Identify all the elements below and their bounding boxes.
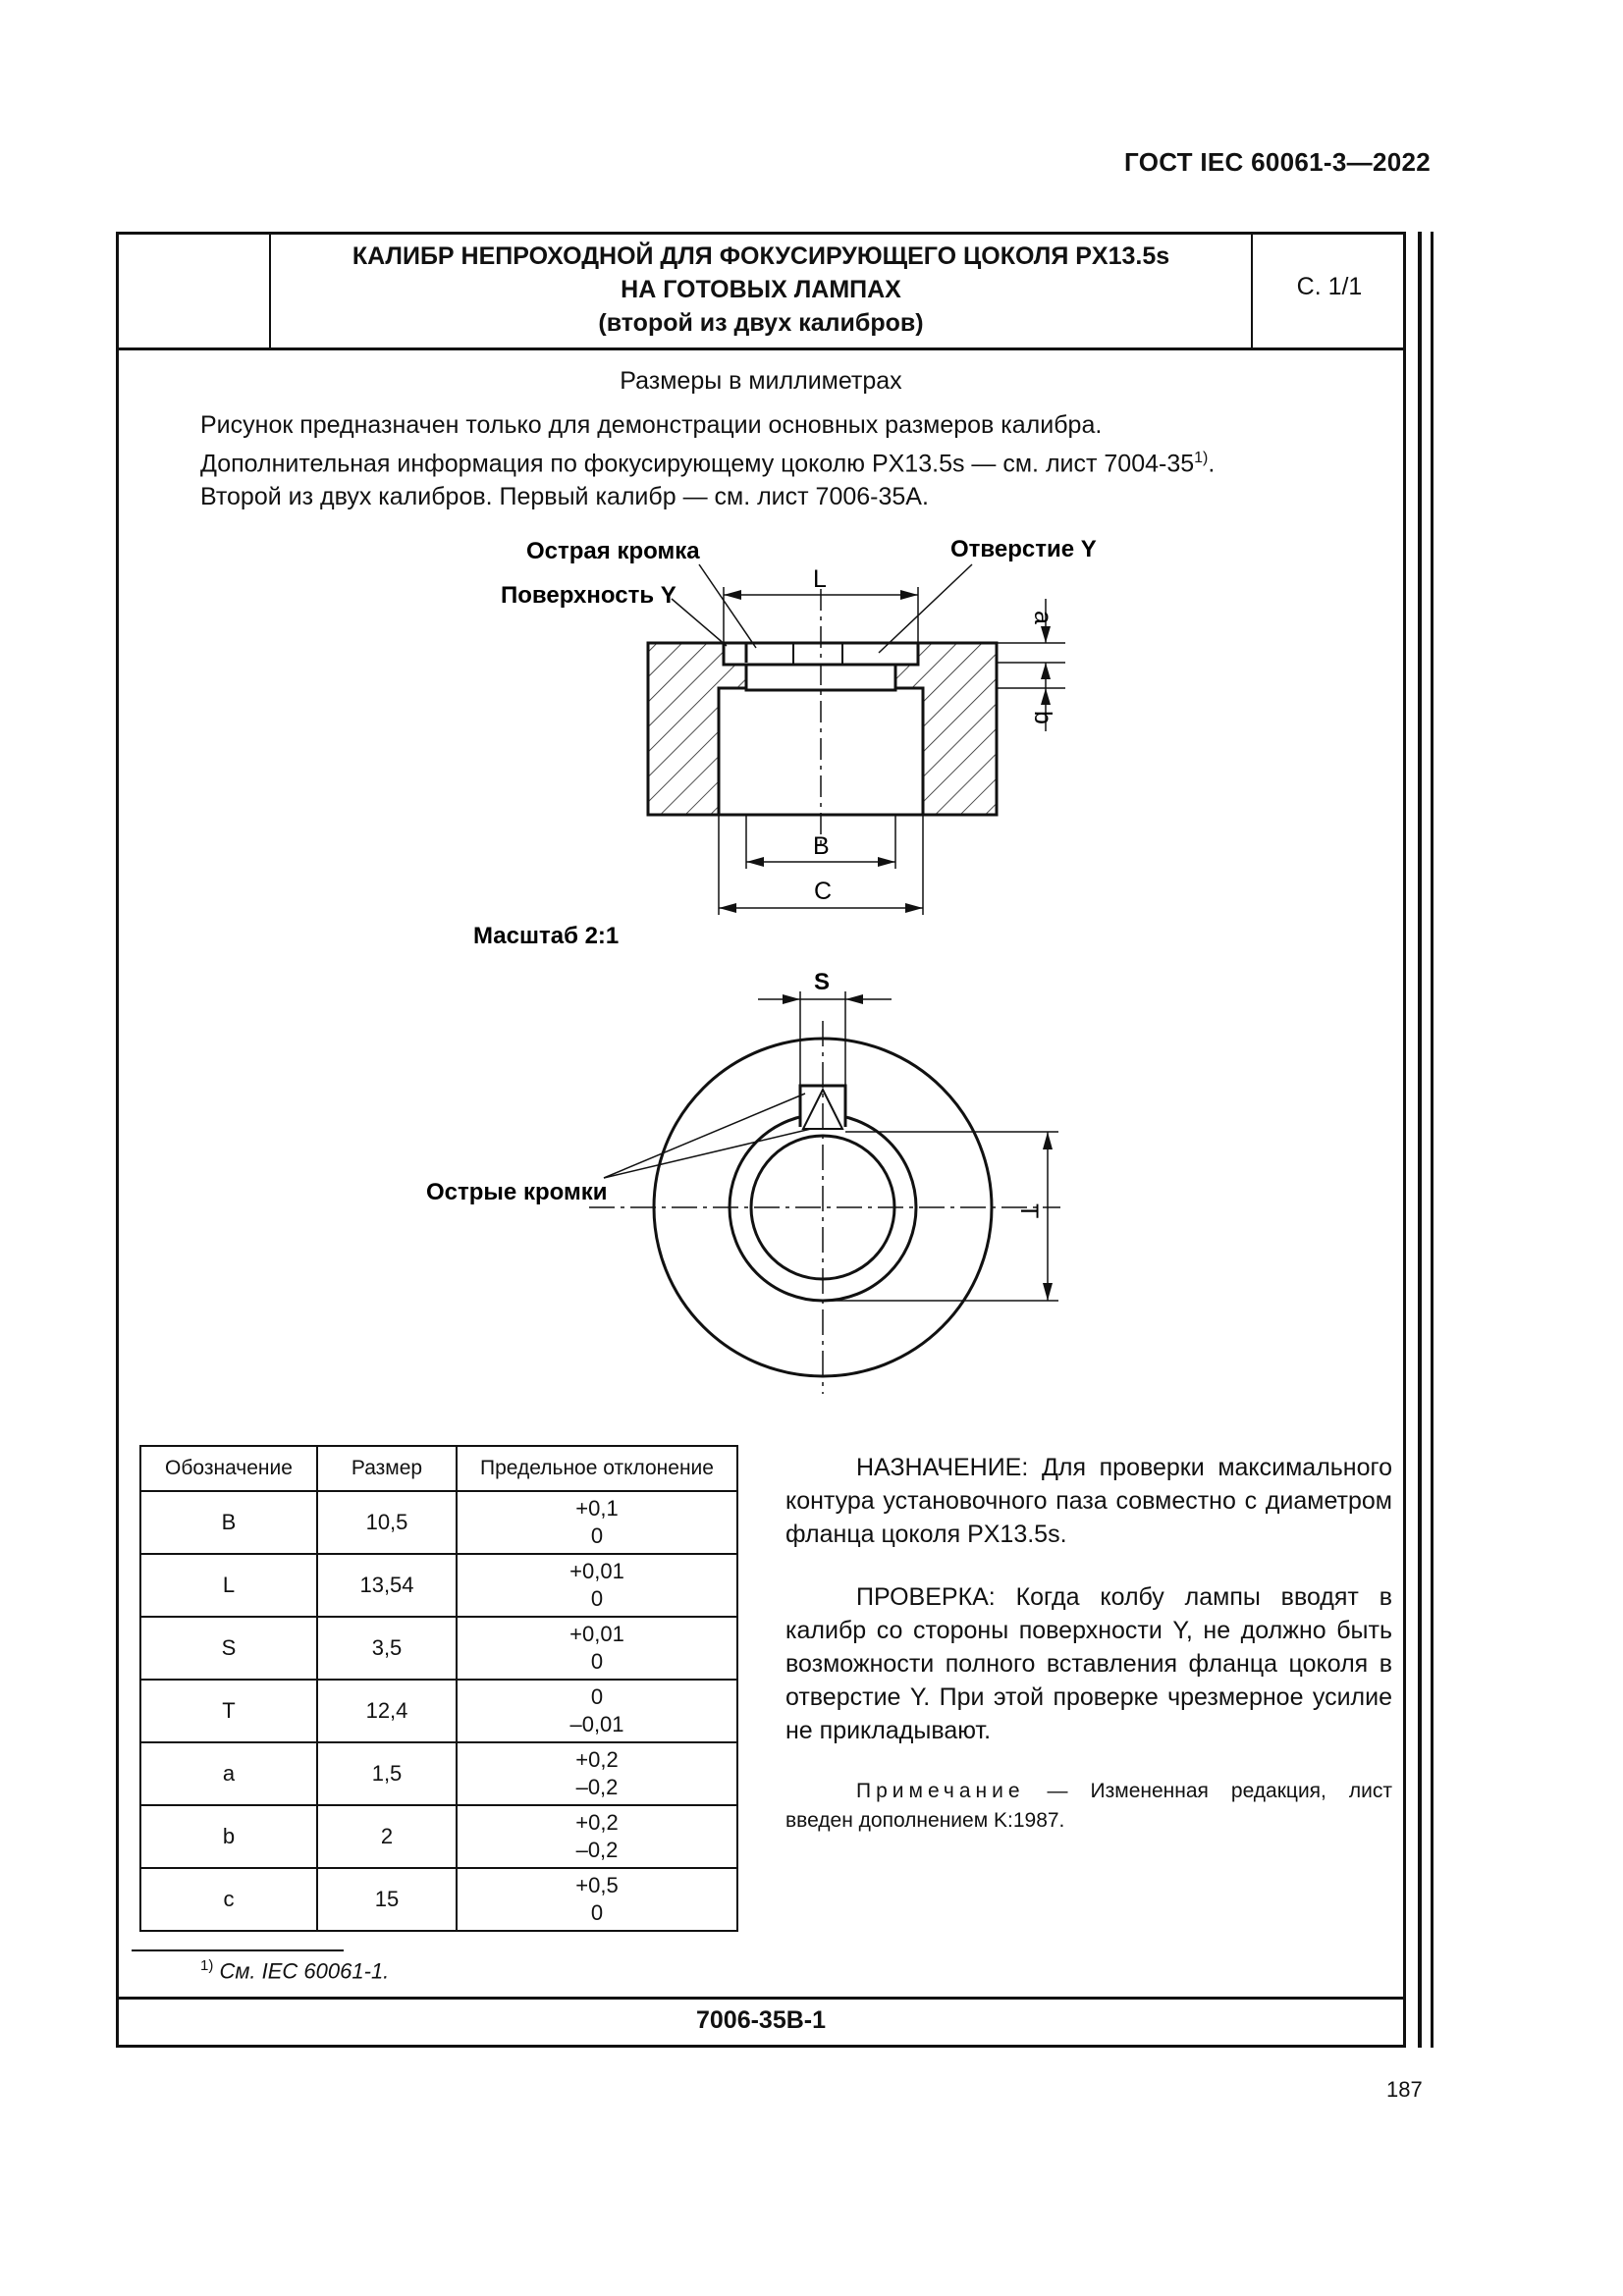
cell-tolerance: +0,01 0 — [457, 1617, 737, 1680]
label-sharp-edge: Острая кромка — [526, 538, 700, 564]
table-row — [140, 1617, 737, 1680]
cell-tolerance: 0 –0,01 — [457, 1680, 737, 1742]
cell-size: 10,5 — [317, 1491, 457, 1554]
title-line-2: НА ГОТОВЫХ ЛАМПАХ — [621, 276, 901, 303]
cell-symbol: a — [140, 1742, 317, 1805]
dim-label-b: b — [1029, 711, 1056, 724]
cell-size: 3,5 — [317, 1617, 457, 1680]
cell-size: 1,5 — [317, 1742, 457, 1805]
dim-label-S: S — [814, 969, 831, 995]
standard-designation: ГОСТ IEC 60061-3—2022 — [1124, 147, 1431, 177]
note-text: — Измененная редакция, лист введен дополнением K:1987. — [785, 1780, 1392, 1832]
footnote: $^{1)}$ См. IEC 60061-1. — [200, 1957, 390, 1984]
table-row — [140, 1554, 737, 1617]
table-row — [140, 1680, 737, 1742]
cell-symbol: T — [140, 1680, 317, 1742]
cell-tolerance: +0,2 –0,2 — [457, 1742, 737, 1805]
cell-symbol: B — [140, 1491, 317, 1554]
check-paragraph: ПРОВЕРКА: Когда колбу лампы вводят в калибр со стороны поверхности Y, не должно быть возможности полного вставления фланца цоколя в отверстие Y. При этой проверке чрезмерное усилие не прикладывают. — [785, 1583, 1392, 1744]
dim-label-L: L — [813, 565, 827, 593]
cell-tolerance: +0,1 0 — [457, 1491, 737, 1554]
note-label: Примечание — [856, 1780, 1025, 1802]
units-note: Размеры в миллиметрах — [620, 367, 902, 395]
intro-line-3: Второй из двух калибров. Первый калибр — см. лист 7006-35A. — [200, 483, 929, 511]
footnote-ref: 1) — [1194, 450, 1209, 466]
plan-view — [589, 991, 1060, 1394]
dimensions-table — [139, 1445, 738, 1932]
dim-label-B: B — [813, 832, 830, 860]
footnote-divider — [132, 1949, 344, 1951]
label-sharp-edges: Острые кромки — [426, 1179, 608, 1205]
table-row — [140, 1868, 737, 1931]
cell-symbol: S — [140, 1617, 317, 1680]
table-row — [140, 1805, 737, 1868]
note-paragraph — [785, 1777, 1392, 1836]
cell-tolerance: +0,2 –0,2 — [457, 1805, 737, 1868]
label-hole-y: Отверстие Y — [950, 536, 1097, 562]
page-number: 187 — [1386, 2077, 1423, 2102]
dim-label-a: a — [1029, 611, 1056, 624]
table-header-row — [140, 1446, 737, 1491]
cell-size: 2 — [317, 1805, 457, 1868]
col-header-symbol: Обозначение — [140, 1446, 317, 1491]
page-code: С. 1/1 — [1296, 273, 1363, 300]
purpose-text — [785, 1451, 1392, 1836]
section-view — [648, 564, 1065, 915]
cell-tolerance: +0,01 0 — [457, 1554, 737, 1617]
dim-label-T: T — [1015, 1203, 1043, 1219]
cell-size: 13,54 — [317, 1554, 457, 1617]
cell-size: 15 — [317, 1868, 457, 1931]
scale-label: Масштаб 2:1 — [473, 923, 620, 949]
col-header-size: Размер — [317, 1446, 457, 1491]
title-line-3: (второй из двух калибров) — [598, 309, 924, 337]
table-row — [140, 1491, 737, 1554]
footer-divider — [116, 1997, 1406, 2000]
cell-size: 12,4 — [317, 1680, 457, 1742]
col-header-tolerance: Предельное отклонение — [457, 1446, 737, 1491]
intro-line-1: Рисунок предназначен только для демонстрации основных размеров калибра. — [200, 411, 1103, 439]
dim-label-C: C — [814, 878, 833, 905]
purpose-paragraph: НАЗНАЧЕНИЕ: Для проверки максимального контура установочного паза совместно с диаметром фланца цоколя PX13.5s. — [785, 1454, 1392, 1548]
cell-symbol: b — [140, 1805, 317, 1868]
title-line-1: КАЛИБР НЕПРОХОДНОЙ ДЛЯ ФОКУСИРУЮЩЕГО ЦОКОЛЯ PX13.5s — [352, 242, 1170, 270]
cell-tolerance: +0,5 0 — [457, 1868, 737, 1931]
label-surface-y: Поверхность Y — [501, 582, 676, 609]
table-row — [140, 1742, 737, 1805]
cell-symbol: c — [140, 1868, 317, 1931]
cell-symbol: L — [140, 1554, 317, 1617]
intro-line-2: Дополнительная информация по фокусирующему цоколю PX13.5s — см. лист 7004-35$^{1)}$. — [200, 450, 1216, 478]
sheet-number: 7006-35B-1 — [695, 2006, 827, 2034]
